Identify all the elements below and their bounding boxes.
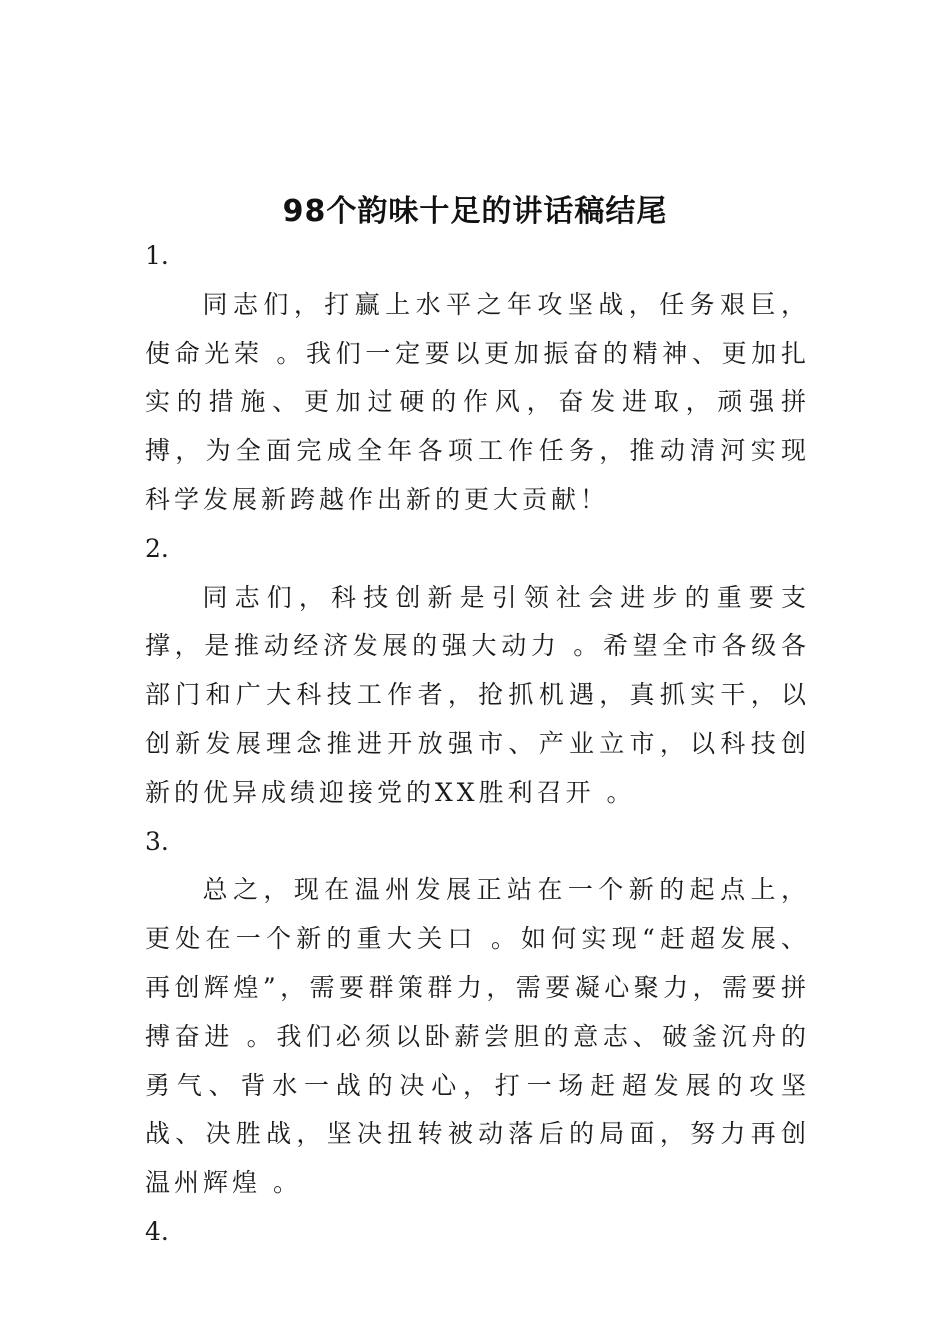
- item-number-4: 4.: [145, 1216, 169, 1246]
- document-title: 98个韵味十足的讲话稿结尾: [282, 194, 668, 230]
- paragraph-2: 同志们，科技创新是引领社会进步的重要支撑，是推动经济发展的强大动力 。希望全市各级各部门和广大科技工作者，抢抓机遇，真抓实干，以创新发展理念推进开放强市、产业立市，以科技创新的优异成绩迎接党的XX胜利召开 。: [145, 582, 810, 807]
- paragraph-1: 同志们，打赢上水平之年攻坚战，任务艰巨，使命光荣 。我们一定要以更加振奋的精神、更加扎实的措施、更加过硬的作风，奋发进取，顽强拼搏，为全面完成全年各项工作任务，推动清河实现科学发展新跨越作出新的更大贡献！: [145, 289, 810, 514]
- item-number-1: 1.: [145, 241, 169, 270]
- paragraph-3: 总之，现在温州发展正站在一个新的起点上，更处在一个新的重大关口 。如何实现“赶超发展、再创辉煌”，需要群策群力，需要凝心聚力，需要拼搏奋进 。我们必须以卧薪尝胆的意志、破釜沉舟的勇气、背水一战的决心，打一场赶超发展的攻坚战、决胜战，坚决扭转被动落后的局面，努力再创温州辉煌 。: [145, 875, 810, 1198]
- document-body: [145, 232, 810, 1257]
- item-number-3: 3.: [145, 826, 169, 856]
- item-number-2: 2.: [145, 533, 169, 563]
